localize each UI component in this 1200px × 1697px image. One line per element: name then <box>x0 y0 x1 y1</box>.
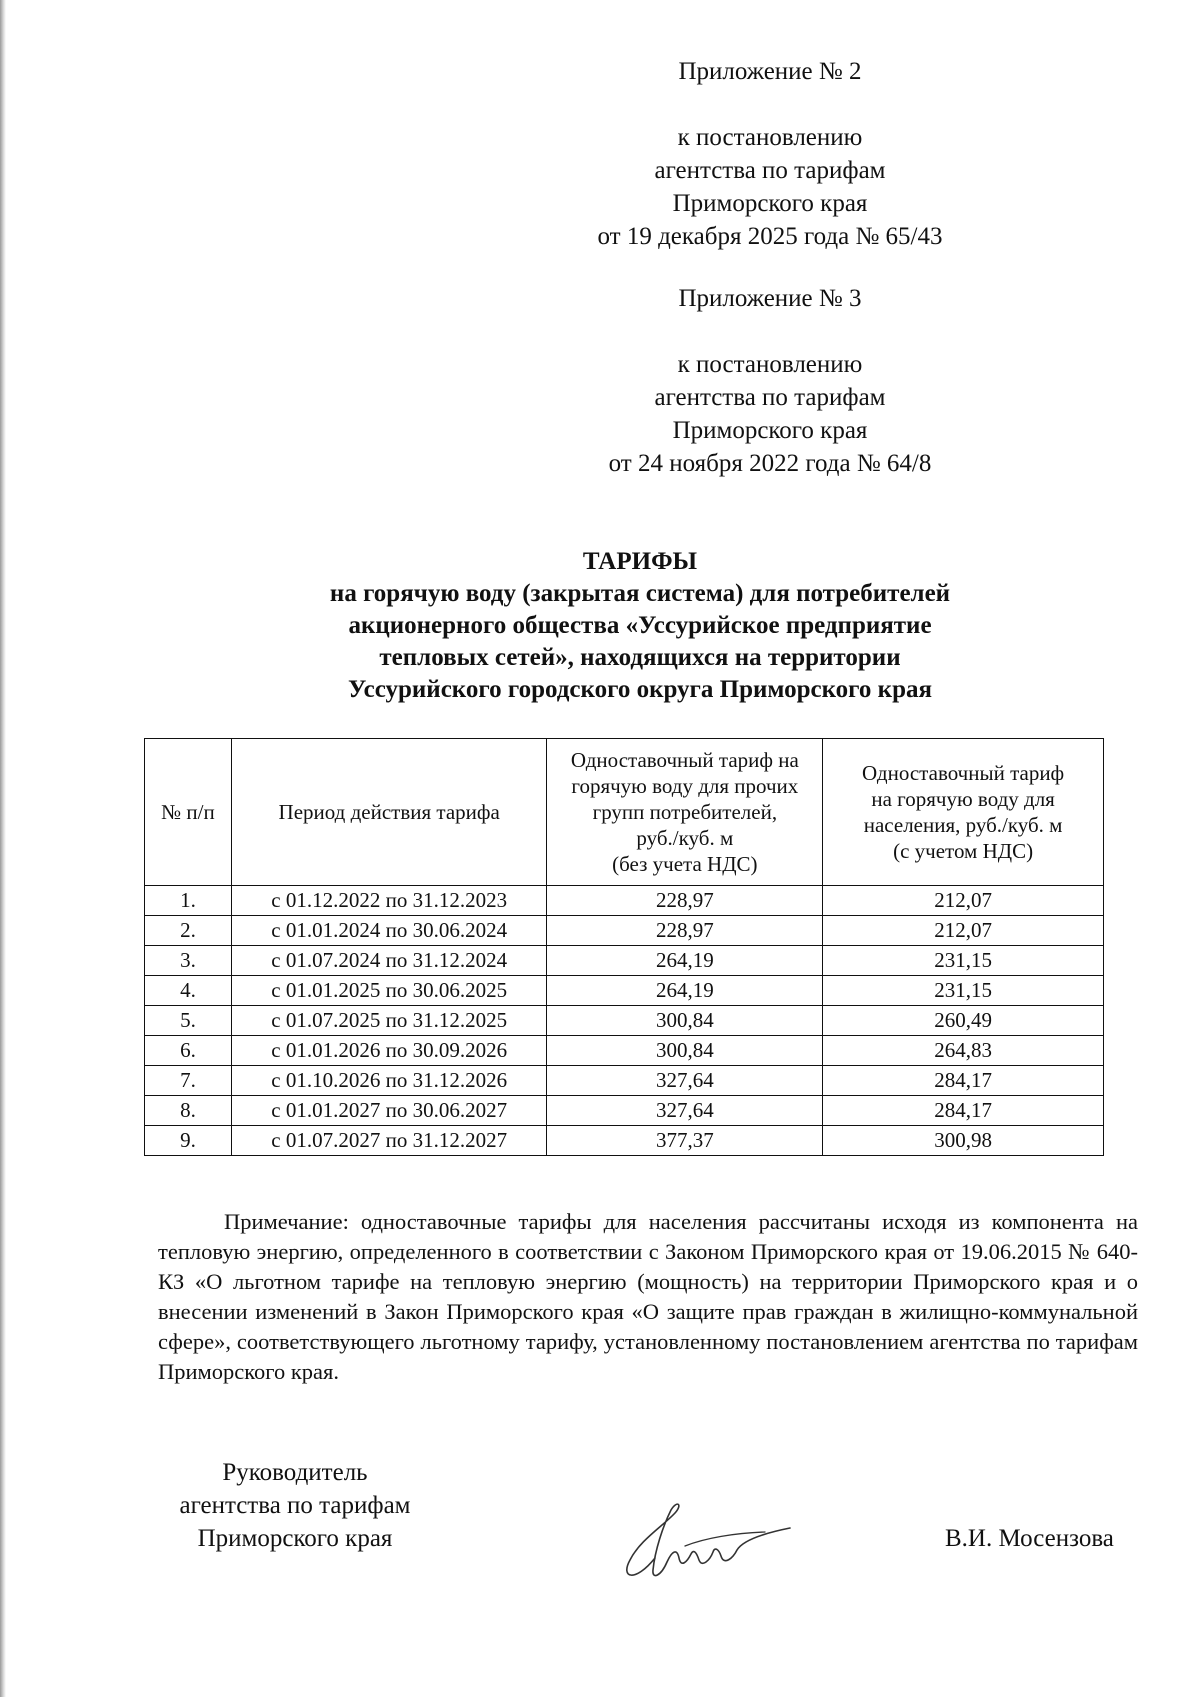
signer-position-line: агентства по тарифам <box>179 1492 411 1519</box>
header-line: Одноставочный тариф <box>862 761 1065 785</box>
appendix-2-date-line: от 19 декабря 2025 года № 65/43 <box>597 223 943 250</box>
cell-number: 2. <box>145 916 232 946</box>
handwritten-signature <box>615 1488 795 1588</box>
table-row <box>145 886 1104 916</box>
appendix-3-line: к постановлению <box>677 351 863 378</box>
cell-tariff-population: 284,17 <box>823 1096 1104 1126</box>
cell-period: с 01.07.2024 по 31.12.2024 <box>231 946 547 976</box>
cell-tariff-other: 264,19 <box>547 946 823 976</box>
scan-edge <box>0 0 6 1697</box>
cell-tariff-population: 231,15 <box>823 946 1104 976</box>
appendix-3-date-line: от 24 ноября 2022 года № 64/8 <box>608 450 932 477</box>
appendix-3-block <box>540 282 1000 480</box>
header-period <box>231 739 547 886</box>
table-row <box>145 976 1104 1006</box>
signer-position-line: Приморского края <box>197 1525 393 1552</box>
tariffs-table <box>144 738 1104 1156</box>
cell-period: с 01.01.2026 по 30.09.2026 <box>231 1036 547 1066</box>
signer-name: В.И. Мосензова <box>945 1525 1114 1552</box>
header-line: на горячую воду для <box>871 787 1055 811</box>
appendix-2-line: Приморского края <box>672 190 868 217</box>
appendix-3-title: Приложение № 3 <box>678 285 862 312</box>
cell-tariff-population: 212,07 <box>823 886 1104 916</box>
cell-tariff-population: 264,83 <box>823 1036 1104 1066</box>
table-row <box>145 916 1104 946</box>
header-line: горячую воду для прочих <box>571 774 799 798</box>
appendix-3-line: агентства по тарифам <box>654 384 886 411</box>
appendix-2-block <box>540 55 1000 253</box>
header-line: (с учетом НДС) <box>893 839 1034 863</box>
appendix-3-line: Приморского края <box>672 417 868 444</box>
table-row <box>145 1006 1104 1036</box>
cell-number: 9. <box>145 1126 232 1156</box>
cell-tariff-population: 231,15 <box>823 976 1104 1006</box>
cell-tariff-population: 212,07 <box>823 916 1104 946</box>
header-line: № п/п <box>161 800 215 824</box>
title-line: Уссурийского городского округа Приморского края <box>347 676 932 703</box>
cell-number: 1. <box>145 886 232 916</box>
header-tariff-population <box>823 739 1104 886</box>
appendix-2-line: агентства по тарифам <box>654 157 886 184</box>
table-row <box>145 1066 1104 1096</box>
cell-number: 5. <box>145 1006 232 1036</box>
title-line: акционерного общества «Уссурийское предприятие <box>348 612 932 639</box>
signer-position <box>150 1456 440 1555</box>
header-line: групп потребителей, <box>592 800 778 824</box>
cell-tariff-other: 327,64 <box>547 1096 823 1126</box>
cell-period: с 01.10.2026 по 31.12.2026 <box>231 1066 547 1096</box>
header-line: населения, руб./куб. м <box>863 813 1063 837</box>
table-row <box>145 1126 1104 1156</box>
cell-number: 3. <box>145 946 232 976</box>
signer-position-line: Руководитель <box>222 1459 368 1486</box>
title-line: тепловых сетей», находящихся на территории <box>379 644 901 671</box>
table-header-row <box>145 739 1104 886</box>
table-row <box>145 1036 1104 1066</box>
cell-period: с 01.01.2024 по 30.06.2024 <box>231 916 547 946</box>
title-line: на горячую воду (закрытая система) для потребителей <box>329 580 951 607</box>
cell-number: 7. <box>145 1066 232 1096</box>
cell-tariff-other: 228,97 <box>547 916 823 946</box>
header-line: руб./куб. м <box>636 826 734 850</box>
table-row <box>145 1096 1104 1126</box>
cell-number: 6. <box>145 1036 232 1066</box>
header-line: (без учета НДС) <box>612 852 758 876</box>
cell-period: с 01.01.2027 по 30.06.2027 <box>231 1096 547 1126</box>
cell-tariff-other: 300,84 <box>547 1036 823 1066</box>
header-line: Период действия тарифа <box>278 800 500 824</box>
cell-tariff-population: 300,98 <box>823 1126 1104 1156</box>
appendix-2-title: Приложение № 2 <box>678 58 862 85</box>
cell-tariff-population: 260,49 <box>823 1006 1104 1036</box>
cell-number: 8. <box>145 1096 232 1126</box>
header-number <box>145 739 232 886</box>
document-title <box>160 546 1120 706</box>
cell-tariff-other: 327,64 <box>547 1066 823 1096</box>
cell-tariff-other: 300,84 <box>547 1006 823 1036</box>
cell-period: с 01.07.2027 по 31.12.2027 <box>231 1126 547 1156</box>
cell-tariff-other: 264,19 <box>547 976 823 1006</box>
cell-tariff-other: 377,37 <box>547 1126 823 1156</box>
table-row <box>145 946 1104 976</box>
cell-period: с 01.07.2025 по 31.12.2025 <box>231 1006 547 1036</box>
cell-period: с 01.12.2022 по 31.12.2023 <box>231 886 547 916</box>
note-paragraph: Примечание: одноставочные тарифы для населения рассчитаны исходя из компонента на тепловую энергию, определенного в соответствии с Законом Приморского края от 19.06.2015 № 640-КЗ «О льготном тарифе на тепловую энергию (мощность) на территории Приморского края и о внесении изменений в Закон Приморского края «О защите прав граждан в жилищно-коммунальной сфере», соответствующего льготному тарифу, установленному постановлением агентства по тарифам Приморского края. <box>158 1208 1138 1384</box>
header-tariff-other <box>547 739 823 886</box>
header-line: Одноставочный тариф на <box>570 748 799 772</box>
appendix-2-line: к постановлению <box>677 124 863 151</box>
cell-tariff-other: 228,97 <box>547 886 823 916</box>
cell-number: 4. <box>145 976 232 1006</box>
cell-tariff-population: 284,17 <box>823 1066 1104 1096</box>
cell-period: с 01.01.2025 по 30.06.2025 <box>231 976 547 1006</box>
title-heading: ТАРИФЫ <box>582 548 698 575</box>
